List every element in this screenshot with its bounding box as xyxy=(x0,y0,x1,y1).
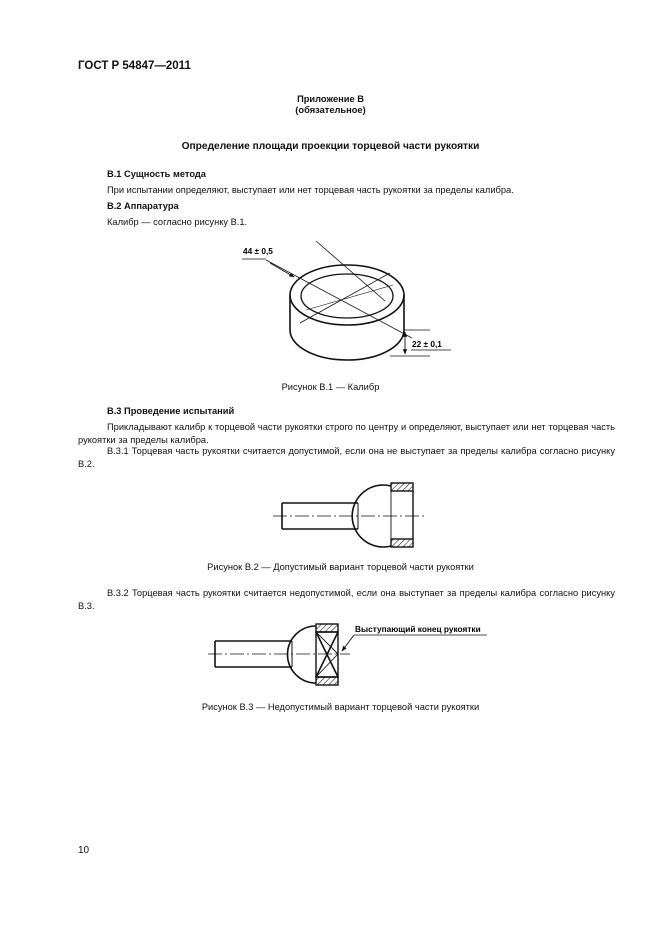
calibre-body xyxy=(290,295,404,360)
dim-diameter-label: 44 ± 0,5 xyxy=(243,246,273,256)
figure-b1-caption: Рисунок В.1 — Калибр xyxy=(281,382,380,392)
section-b2-text: Калибр — согласно рисунку В.1. xyxy=(107,217,248,227)
section-b31-text: В.3.1 Торцевая часть рукоятки считается допустимой, если она не выступает за пределы калибра согласно рисунку В.2. xyxy=(78,446,615,469)
calibre-wall-top xyxy=(391,483,413,491)
figure-b1-calibre xyxy=(230,235,460,375)
section-b2-title: В.2 Аппаратура xyxy=(107,201,179,211)
annex-status: (обязательное) xyxy=(295,105,366,115)
document-id: ГОСТ Р 54847—2011 xyxy=(78,60,191,72)
figure-b3-caption: Рисунок В.3 — Недопустимый вариант торцевой части рукоятки xyxy=(201,702,480,712)
page-number: 10 xyxy=(78,845,90,856)
calibre-wall-top xyxy=(316,624,338,632)
annex-heading: Определение площади проекции торцевой части рукоятки xyxy=(181,141,480,152)
figure-b2-acceptable xyxy=(265,475,435,555)
figure-b2-caption: Рисунок В.2 — Допустимый вариант торцевой части рукоятки xyxy=(207,562,474,572)
calibre-wall-bottom xyxy=(316,677,338,685)
dim-height-label: 22 ± 0,1 xyxy=(412,339,442,349)
section-b1-text: При испытании определяют, выступает или нет торцевая часть рукоятки за пределы калибра. xyxy=(107,185,514,195)
section-b32-text: В.3.2 Торцевая часть рукоятки считается недопустимой, если она выступает за пределы калибра согласно рисунку В.3. xyxy=(78,588,615,611)
section-b3-title: В.3 Проведение испытаний xyxy=(107,406,235,416)
section-b3-text: Прикладывают калибр к торцевой части рукоятки строго по центру и определяют, выступает или нет торцевая часть рукоятки за пределы калибра. xyxy=(78,422,615,445)
annex-title: Приложение В xyxy=(297,94,364,104)
section-b1-title: В.1 Сущность метода xyxy=(107,169,206,179)
figure-b3-unacceptable xyxy=(200,615,500,695)
calibre-wall-bottom xyxy=(391,539,413,547)
callout-label: Выступающий конец рукоятки xyxy=(355,624,481,634)
